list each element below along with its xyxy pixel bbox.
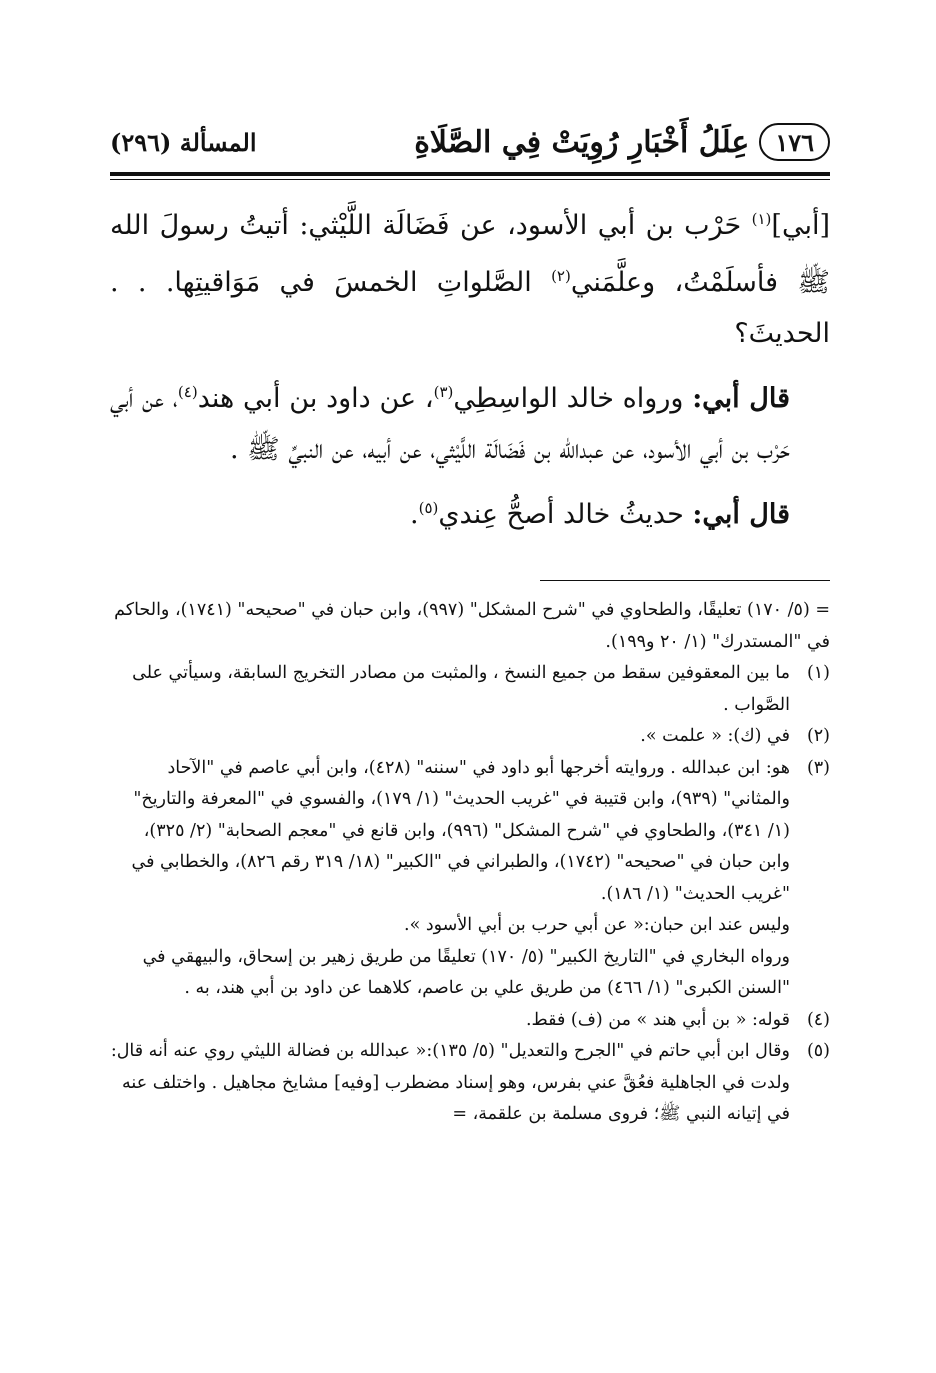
footnote-ref-4[interactable]: (٤) <box>177 383 198 401</box>
header-rule-thick <box>110 172 830 176</box>
footnote-number: (٤) <box>806 1009 830 1030</box>
header-title-group <box>414 123 830 161</box>
paragraph-answer-1: قال أبي: ورواه خالد الواسِطِي$^{(٣)}$، عن داود بن أبي هند$^{(٤)}$، عن أبي حَرْب بن أبي الأسود، عن عبدالله بن فَضَالَة اللَّيْثي، عن أبيه، عن النبيِّ ﷺ . <box>110 383 790 465</box>
book-title: عِلَلُ أَخْبَارِ رُوِيَتْ فِي الصَّلَاةِ <box>414 124 750 160</box>
footnote-number: (٢) <box>806 726 830 746</box>
footnote-text: ما بين المعقوفين سقط من جميع النسخ ، والمثبت من مصادر التخريج السابقة، وسيأتي على الصَّواب . <box>132 663 790 715</box>
footnote-item <box>110 1005 830 1037</box>
footnote-text: ورواه البخاري في "التاريخ الكبير" (٥/ ١٧٠) تعليقًا من طريق زهير بن إسحاق، والبيهقي في "السنن الكبرى" (١/ ٤٦٦) من طريق علي بن عاصم، كلاهما عن داود بن أبي هند، به . <box>142 946 790 998</box>
running-header <box>110 118 830 166</box>
speaker-label: قال أبي: <box>692 383 790 414</box>
footnote-item <box>110 1036 830 1131</box>
footnote-text: في (ك): « علمت ». <box>640 726 790 746</box>
page-number: ١٧٦ <box>759 123 830 161</box>
footnote-text: وقال ابن أبي حاتم في "الجرح والتعديل" (٥/ ١٣٥):« عبدالله بن فضالة الليثي روي عنه أنه قال: ولدت في الجاهلية فعُقَّ عني بفرس، وهو إسناد مضطرب [وفيه] مشايخ مجاهيل . واختلف عنه في إتيانه النبي ﷺ؛ فروى مسلمة بن علقمة، = <box>110 1041 790 1124</box>
book-page <box>110 118 830 1131</box>
footnote-continuation: = (٥/ ١٧٠) تعليقًا، والطحاوي في "شرح المشكل" (٩٩٧)، وابن حبان في "صحيحه" (١٧٤١)، والحاكم في "المستدرك" (١/ ٢٠ و١٩٩). <box>114 600 830 652</box>
footnotes <box>110 595 830 1131</box>
footnote-text: هو: ابن عبدالله . وروايته أخرجها أبو داود في "سننه" (٤٢٨)، وابن أبي عاصم في "الآحاد والمثاني" (٩٣٩)، وابن قتيبة في "غريب الحديث" (١/ ١٧٩)، والفسوي في "المعرفة والتاريخ" (١/ ٣٤١)، والطحاوي في "شرح المشكل" (٩٩٦)، وابن قانع في "معجم الصحابة" (٢/ ٣٢٥)، وابن حبان في "صحيحه" (١٧٤٢)، والطبراني في "الكبير" (١٨/ ٣١٩ رقم ٨٢٦)، والخطابي في "غريب الحديث" (١/ ١٨٦). <box>131 757 790 904</box>
footnote-number: (١) <box>806 663 830 683</box>
footnote-separator <box>540 580 830 581</box>
footnote-item <box>110 753 830 1005</box>
footnote-text: وليس عند ابن حبان:« عن أبي حرب بن أبي الأسود ». <box>404 915 790 935</box>
paragraph-answer-2: قال أبي: حديثُ خالد أصحُّ عِندي$^{(٥)}$. <box>410 499 790 530</box>
footnote-number: (٣) <box>806 757 830 778</box>
paragraph-question: [أبي]$^{(١)}$ حَرْب بن أبي الأسود، عن فَضَالَة اللَّيْثي: أتيتُ رسولَ الله ﷺ فأسلَمْتُ، وعلَّمَني$^{(٢)}$ الصَّلواتِ الخمسَ في مَوَاقيتِها. . . الحديثَ؟ <box>110 210 830 349</box>
footnote-ref-1[interactable]: (١) <box>751 210 772 228</box>
footnote-item <box>110 721 830 753</box>
main-text <box>110 194 830 540</box>
footnote-ref-5[interactable]: (٥) <box>418 499 439 517</box>
footnote-text: قوله: « بن أبي هند » من (ف) فقط. <box>525 1009 790 1030</box>
footnote-ref-2[interactable]: (٢) <box>551 267 571 285</box>
footnote-ref-3[interactable]: (٣) <box>433 383 454 401</box>
issue-number: المسألة (٢٩٦) <box>110 127 257 157</box>
header-rule-thin <box>110 179 830 180</box>
footnote-number: (٥) <box>806 1041 830 1061</box>
speaker-label: قال أبي: <box>692 499 790 530</box>
footnote-item <box>110 658 830 721</box>
